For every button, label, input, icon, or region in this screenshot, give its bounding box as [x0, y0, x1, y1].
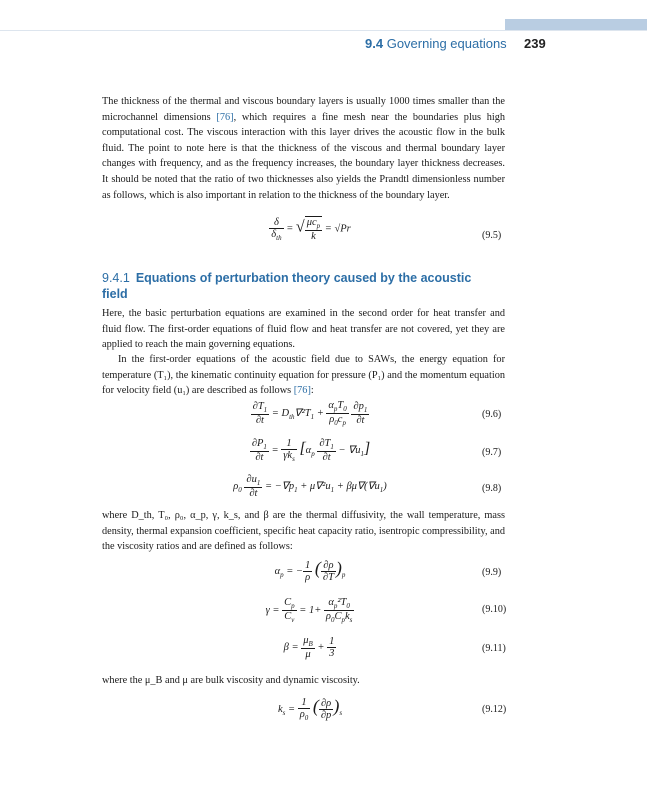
- paragraph-text: The thickness of the thermal and viscous boundary layers is usually 1000 times smaller than the microchannel dimensions: [102, 96, 505, 123]
- citation-link[interactable]: [76]: [216, 111, 234, 123]
- equation-9-8: $\rho_0$ $\frac{\partial u_1}{\partial t}$ = $-\nabla p_1 + \mu\nabla^2u_1 + \beta\mu\nabla(\nabla u_1)$: [233, 474, 387, 500]
- equation-9-6: $\frac{\partial T_1}{\partial t}$ = $D_{th}\nabla^2T_1$ + $\frac{\alpha_pT_0}{\rho_0c_p}$ $\frac{\partial p_1}{\partial t}$: [252, 400, 368, 428]
- equation-number: (9.7): [482, 447, 502, 458]
- equation-number: (9.5): [482, 230, 502, 241]
- paragraph-text: :: [310, 385, 314, 397]
- equation-number: (9.10): [482, 604, 507, 615]
- equation-9-12: $k_s$ = $\frac{1}{\rho_0}$ ( $\frac{\partial\rho}{\partial p}$ )$_s$: [277, 696, 343, 723]
- section-number: 9.4.1: [102, 271, 130, 285]
- citation-link[interactable]: [76]: [293, 385, 311, 397]
- header-rule: [0, 30, 647, 31]
- equation-9-11: β = $\frac{\mu_B}{\mu}$ + $\frac{1}{3}$: [283, 635, 335, 661]
- header-accent-bar: [505, 19, 647, 30]
- paragraph-text: , which requires a fine mesh near the boundaries plus high computational cost. The viscous interaction with this layer drives the acoustic flow in the bulk fluid. The point to note here is that the thickness of the viscous and thermal boundary layer changes with frequency, and as the frequency increases, the boundary layer thickness decreases. It should be noted that the ratio of two thicknesses also yields the Prandtl dimensionless number as follows, which is also important in relation to the thickness of the boundary layer.: [102, 111, 506, 201]
- equation-9-9: $\alpha_p$ = − $\frac{1}{\rho}$ ( $\frac{\partial\rho}{\partial T}$ )$_p$: [274, 558, 346, 584]
- paragraph-text: where D_th, T₀, ρ₀, α_p, γ, k_s, and β are the thermal diffusivity, the wall temperature, mass density, thermal expansion coefficient, specific heat capacity ratio, isentropic compressibility, and the viscosity ratios and are defined as follows:: [102, 510, 505, 553]
- running-header: [365, 36, 507, 51]
- equation-9-10: γ = $\frac{C_p}{C_v}$ = 1+ $\frac{\alpha_p^2T_0}{\rho_0C_pk_s}$: [265, 597, 353, 625]
- equation-number: (9.9): [482, 567, 502, 578]
- header-section-number: 9.4: [365, 36, 384, 51]
- section-title: Equations of perturbation theory caused by the acoustic field: [102, 271, 472, 301]
- header-section-title: Governing equations: [386, 36, 507, 51]
- paragraph-viscosity: [102, 673, 505, 689]
- equation-number: (9.12): [482, 704, 507, 715]
- equation-number: (9.6): [482, 409, 502, 420]
- paragraph-definitions: [102, 508, 505, 555]
- paragraph-boundary-layers: [102, 94, 505, 203]
- equation-9-7: $\frac{\partial P_1}{\partial t}$ = $\frac{1}{\gamma k_s}$ [$\alpha_p$ $\frac{\partial T_1}{\partial t}$ − $\nabla u_1$]: [251, 438, 371, 464]
- paragraph-text: Here, the basic perturbation equations are examined in the second order for heat transfer and fluid flow. The first-order equations of fluid flow and heat transfer are not covered, yet they are applied to reach the main governing equations.: [102, 308, 505, 351]
- paragraph-perturbation: [102, 306, 505, 353]
- page-number: 239: [524, 36, 546, 51]
- equation-number: (9.11): [482, 643, 506, 654]
- paragraph-first-order: [102, 352, 505, 399]
- section-heading: [102, 270, 482, 302]
- paragraph-text: In the first-order equations of the acoustic field due to SAWs, the energy equation for temperature (T₁), the kinematic continuity equation for pressure (P₁) and the momentum equation for velocity field (u₁) are described as follows: [102, 354, 505, 397]
- equation-9-5: $\frac{\delta}{\delta_{th}}$ = √ $\frac{\mu c_p}{k}$ = √Pr: [271, 216, 351, 243]
- paragraph-text: where the μ_B and μ are bulk viscosity and dynamic viscosity.: [102, 675, 360, 686]
- equation-number: (9.8): [482, 483, 502, 494]
